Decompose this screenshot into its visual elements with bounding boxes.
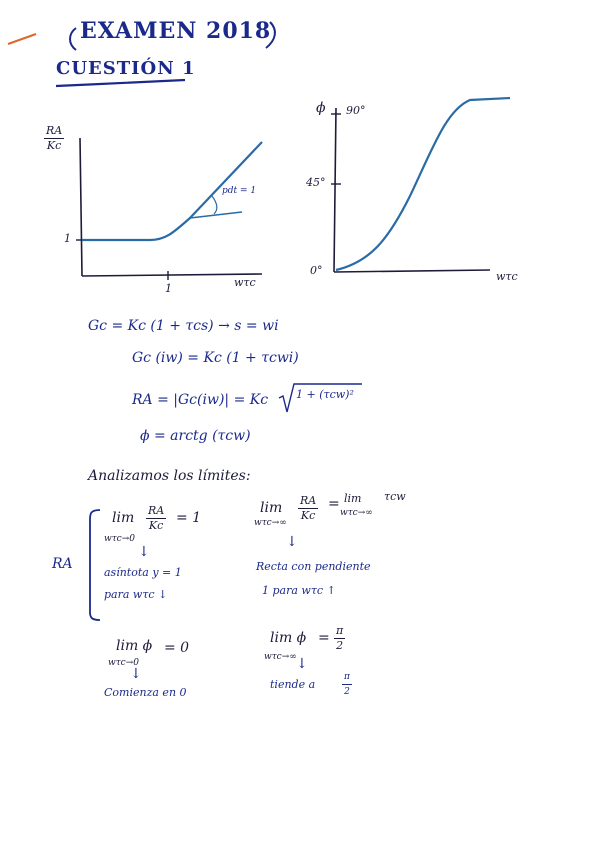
limit1-lim: lim — [112, 510, 135, 526]
ra-group-label: RA — [52, 556, 73, 572]
phase-ytick-mid-label: 45° — [306, 176, 326, 189]
phase-x-axis — [334, 270, 490, 272]
limit1-subscript: wτc→0 — [104, 534, 135, 544]
limit2-subscript: wτc→∞ — [254, 518, 287, 528]
limit4-fraction: $\frac{\pi}{2}$ — [336, 624, 344, 652]
limit4-subscript: wτc→∞ — [264, 652, 297, 662]
limit2-result: τcw — [384, 490, 406, 503]
magnitude-xtick-label: 1 — [165, 282, 172, 295]
limit4-equals: = — [318, 630, 330, 646]
limit2-arrow: ↓ — [286, 534, 298, 550]
equation-phase: ϕ = arctg (τcw) — [140, 428, 251, 444]
phase-curve — [336, 98, 510, 270]
slope-note: pdt = 1 — [222, 186, 257, 196]
limit2-subscript2: wτc→∞ — [340, 508, 373, 518]
limit2-equals: = — [328, 496, 340, 512]
limit4-lim: lim ϕ — [270, 630, 307, 646]
limit3-subscript: wτc→0 — [108, 658, 139, 668]
section-title: CUESTIÓN 1 — [56, 58, 196, 79]
magnitude-ylabel: $\frac{RA}{Kc}$ — [46, 124, 63, 152]
limit2-lim2: lim — [344, 492, 362, 505]
limit1-note-asymptote: asíntota y = 1 — [104, 566, 182, 579]
equation-frequency-response: Gc (iw) = Kc (1 + τcwi) — [132, 350, 299, 366]
slope-reference-line — [190, 212, 242, 218]
phase-y-axis — [334, 108, 336, 272]
limit1-arrow: ↓ — [138, 544, 150, 560]
limit4-note: tiende a — [270, 678, 316, 691]
ra-brace — [90, 510, 100, 620]
magnitude-xlabel: wτc — [234, 276, 256, 289]
limit3-result: = 0 — [164, 640, 190, 656]
equation-amplitude-ratio: RA = |Gc(iw)| = Kc — [132, 392, 269, 408]
magnitude-y-axis — [80, 138, 82, 276]
margin-mark — [8, 34, 36, 44]
limit1-note-range: para wτc ↓ — [104, 588, 168, 601]
page-title: EXAMEN 2018 — [80, 18, 272, 44]
limit3-arrow: ↓ — [130, 666, 142, 682]
equation-amplitude-root: 1 + (τcw)² — [296, 388, 354, 401]
phase-ylabel: ϕ — [316, 100, 326, 116]
limit1-result: = 1 — [176, 510, 202, 526]
limit3-note: Comienza en 0 — [104, 686, 187, 699]
limit2-fraction: $\frac{RA}{Kc}$ — [300, 494, 317, 522]
phase-xlabel: wτc — [496, 270, 518, 283]
limits-heading: Analizamos los límites: — [88, 468, 251, 484]
equation-transfer-function: Gc = Kc (1 + τcs) → s = wi — [88, 318, 279, 334]
limit2-note-slope: 1 para wτc ↑ — [262, 584, 336, 597]
limit4-note-fraction: $\frac{\pi}{2}$ — [344, 672, 350, 697]
title-bracket-left — [70, 28, 76, 50]
limit1-fraction: $\frac{RA}{Kc}$ — [148, 504, 165, 532]
subtitle-underline — [56, 80, 185, 86]
limit3-lim: lim ϕ — [116, 638, 153, 654]
phase-ytick-top-label: 90° — [346, 104, 366, 117]
slope-angle-arc — [212, 196, 217, 214]
phase-ytick-zero-label: 0° — [310, 264, 323, 277]
limit4-arrow: ↓ — [296, 656, 308, 672]
limit2-lim: lim — [260, 500, 283, 516]
limit2-note-line: Recta con pendiente — [256, 560, 371, 573]
magnitude-ytick-label: 1 — [64, 232, 71, 245]
